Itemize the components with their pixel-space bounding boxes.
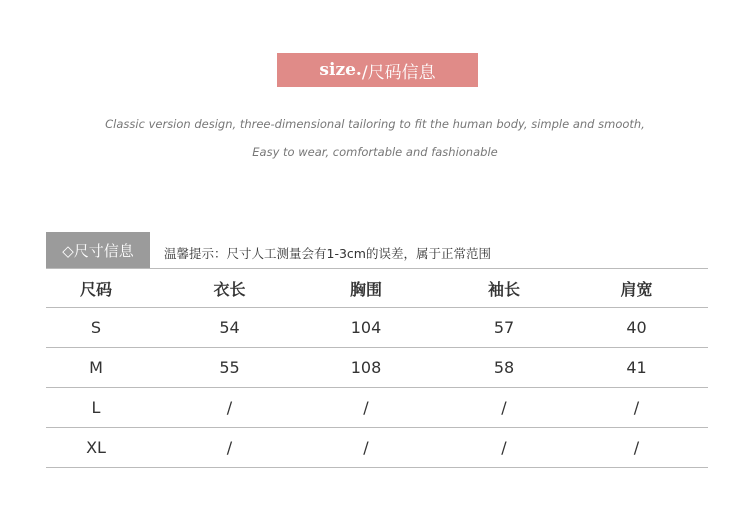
cell-bust: / [363,398,369,417]
cell-size: S [90,318,102,337]
header-sleeve: 袖长 [487,279,520,299]
size-banner [277,53,478,87]
cell-shoulder: / [633,398,640,417]
measurement-note: 温馨提示：尺寸人工测量会有1-3cm的误差，属于正常范围 [164,246,491,261]
cell-bust: / [363,438,369,457]
table-row [46,428,708,468]
header-size: 尺码 [79,279,112,299]
header-shoulder: 肩宽 [620,279,653,299]
cell-sleeve: / [501,438,507,457]
header-length: 衣长 [213,279,246,299]
cell-bust: 104 [350,318,382,337]
cell-shoulder: / [633,438,640,457]
cell-length: / [226,398,233,417]
table-row [46,308,708,348]
banner-en-title: size. [319,60,362,80]
cell-size: M [89,358,103,377]
cell-shoulder: 40 [626,318,647,337]
cell-sleeve: / [501,398,507,417]
header-bust: 胸围 [349,279,382,299]
section-tag: ◇尺寸信息 [46,232,150,269]
cell-sleeve: 58 [493,358,515,377]
size-table [46,268,708,468]
cell-sleeve: 57 [493,318,515,337]
cell-bust: 108 [350,358,382,377]
cell-length: 54 [219,318,240,337]
subtitle-line-1: Classic version design, three-dimensional tailoring to fit the human body, simple and smooth, [105,117,645,131]
cell-size: L [91,398,101,417]
cell-shoulder: 41 [626,358,647,377]
table-header-row [46,269,708,308]
cell-length: 55 [219,358,240,377]
cell-length: / [226,438,233,457]
cell-size: XL [86,438,106,457]
banner-zh-title: /尺码信息 [361,62,436,83]
table-row [46,348,708,388]
table-row [46,388,708,428]
subtitle-line-2: Easy to wear, comfortable and fashionable [252,145,498,159]
